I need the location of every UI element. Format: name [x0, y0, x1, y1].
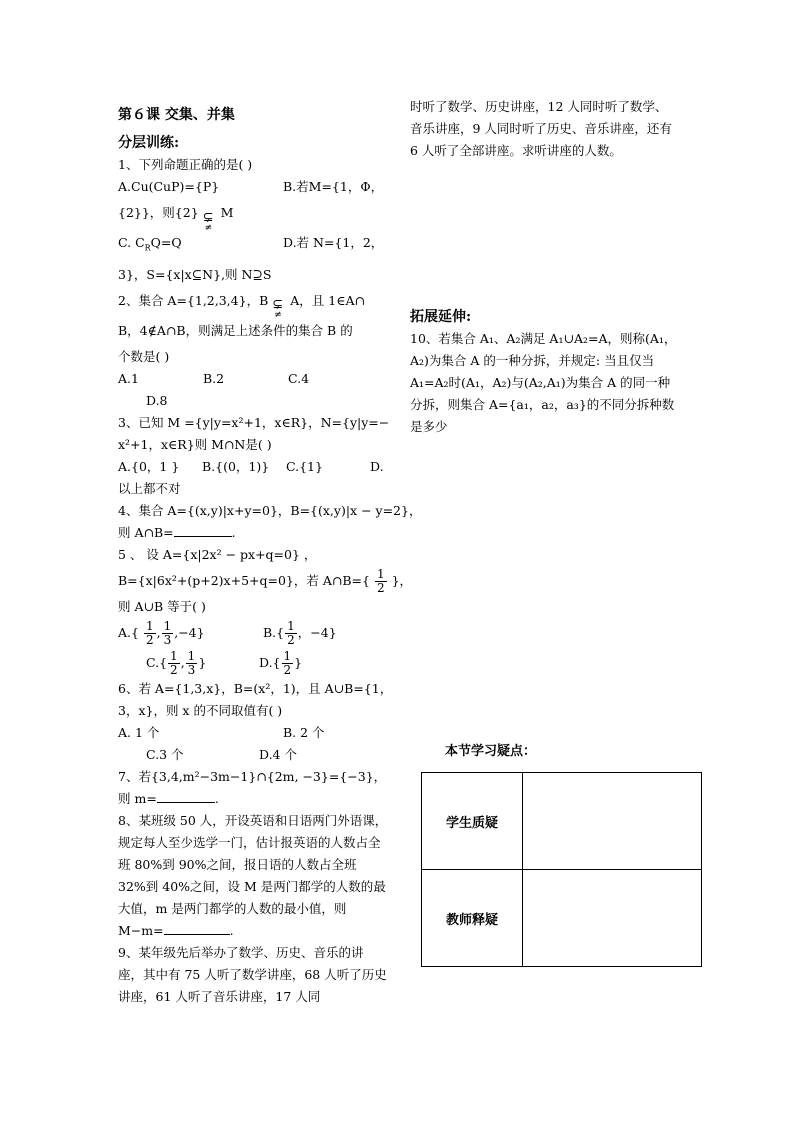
q3-option-b: B.{(0，1)} [202, 458, 270, 474]
q8-text: 8、某班级 50 人，开设英语和日语两门外语课，规定每人至少选学一门，估计报英语的人数占全班 80%到 90%之间，报日语的人数占全班 32%到 40%之间，设 M 是两门都学的人数的最大值，m 是两门都学的人数的最小值，则 M−m= . [118, 812, 388, 938]
student-questions-cell[interactable] [523, 773, 702, 870]
lesson-title: 第６课 交集、并集 [118, 107, 235, 123]
q6-option-a: A. 1 个 [118, 724, 160, 740]
q6-options-ab [118, 722, 388, 744]
q6-option-c: C.3 个 [146, 746, 184, 762]
q1-stem: 1、下列命题正确的是( ) [118, 157, 253, 172]
q6-option-b: B. 2 个 [283, 724, 325, 740]
right-column [410, 96, 678, 438]
q5-options-ab [118, 618, 388, 648]
q1-option-c: C. $C_RQ=Q$ [118, 235, 182, 253]
fraction-one-half: $\frac{1}{2}$ [376, 566, 385, 595]
q1-option-b-cont: {2}}，则{2} ⊊ ≠ M [118, 205, 234, 233]
answer-blank [157, 790, 215, 803]
q5-option-d: D.{ $\frac{1}{2}$ } [259, 648, 303, 677]
proper-subset-symbol: ⊊ ≠ [272, 297, 284, 320]
q2-option-c: C.4 [288, 370, 310, 386]
q5-line1: 5 、 设 A={x|2x² − px+q=0} ， [118, 546, 317, 562]
table-row [422, 773, 702, 870]
learning-doubts-title: 本节学习疑点： [445, 744, 537, 759]
section-layered-training: 分层训练: [118, 135, 180, 151]
q2-option-a: A.1 [118, 370, 139, 386]
q2-options [118, 368, 388, 390]
q1-option-b: B.若M={1，Φ， [283, 179, 384, 194]
student-questions-label: 学生质疑 [422, 773, 523, 870]
left-column [118, 96, 422, 1008]
q2-line3: 个数是( ) [118, 348, 170, 364]
q3-option-d-cont: 以上都不对 [118, 480, 181, 496]
q1-option-d: D.若 N={1，2， [283, 235, 384, 250]
q6-line1: 6、若 A={1,3,x}，B=(x²，1)，且 A∪B={1， [118, 680, 393, 696]
q5-option-a: A.{ $\frac{1}{2}$ , $\frac{1}{3}$ ,−4} [118, 618, 205, 647]
q6-options-cd [118, 744, 388, 766]
q7-line2: 则 m= . [118, 790, 219, 806]
proper-subset-symbol: ⊊ ≠ [202, 209, 214, 233]
q7-line1: 7、若{3,4,m²−3m−1}∩{2m, −3}={−3}， [118, 768, 387, 784]
doubts-table [421, 772, 702, 967]
q3-line2: x²+1，x∈R}则 M∩N是( ) [118, 436, 272, 452]
q9-text: 9、某年级先后举办了数学、历史、音乐的讲座，其中有 75 人听了数学讲座，68 人听了历史讲座，61 人听了音乐讲座，17 人同 [118, 944, 387, 1004]
q5-option-c: C.{ $\frac{1}{2}$ , $\frac{1}{3}$ } [146, 648, 207, 677]
table-row [422, 870, 702, 967]
q1-options-ab [118, 176, 388, 198]
q1-options-cd [118, 228, 388, 264]
teacher-answers-cell[interactable] [523, 870, 702, 967]
q2-line1: 2、集合 A={1,2,3,4}，B ⊊ ≠ A，且 1∈A∩ [118, 292, 365, 320]
q6-line2: 3，x}，则 x 的不同取值有( ) [118, 702, 283, 718]
q3-option-c: C.{1} [286, 458, 323, 474]
q2-option-b: B.2 [203, 370, 225, 386]
q3-option-d: D. [370, 458, 384, 474]
q1-option-d-cont: 3}，S={x|x⊆N},则 N⊇S [118, 266, 272, 282]
teacher-answers-label: 教师释疑 [422, 870, 523, 967]
q3-line1: 3、已知 M ={y|y=x²+1，x∈R}，N={y|y=− [118, 414, 390, 430]
q2-option-d: D.8 [146, 392, 168, 408]
q5-line3: 则 A∪B 等于( ) [118, 598, 206, 614]
q3-options [118, 456, 388, 478]
q5-line2: B={x|6x²+(p+2)x+5+q=0}，若 A∩B={ $\frac{1}{2}$ }， [118, 566, 413, 595]
q4-line1: 4、集合 A={(x,y)|x+y=0}，B={(x,y)|x − y=2}， [118, 502, 422, 518]
q5-options-cd [118, 648, 388, 678]
q4-line2: 则 A∩B= . [118, 524, 236, 540]
answer-blank [164, 922, 230, 935]
q9-text-continued: 时听了数学、历史讲座，12 人同时听了数学、音乐讲座，9 人同时听了历史、音乐讲座，还有 6 人听了全部讲座。求听讲座的人数。 [410, 99, 672, 158]
section-extension: 拓展延伸: [410, 309, 472, 325]
q10-text: 10、若集合 A₁、A₂满足 A₁∪A₂=A，则称(A₁，A₂)为集合 A 的一种分拆，并规定: 当且仅当 A₁=A₂时(A₁，A₂)与(A₂,A₁)为集合 A 的同一种分拆，则集合 A={a₁，a₂，a₃}的不同分拆种数是多少 [410, 331, 677, 434]
q3-option-a: A.{0，1 } [118, 458, 180, 474]
q1-option-a: A.Cu(CuP)={P} [118, 179, 220, 194]
q5-option-b: B.{ $\frac{1}{2}$ ，−4} [263, 618, 337, 647]
q2-line2: B，4∉A∩B，则满足上述条件的集合 B 的 [118, 322, 353, 338]
answer-blank [174, 524, 232, 537]
q6-option-d: D.4 个 [259, 746, 297, 762]
